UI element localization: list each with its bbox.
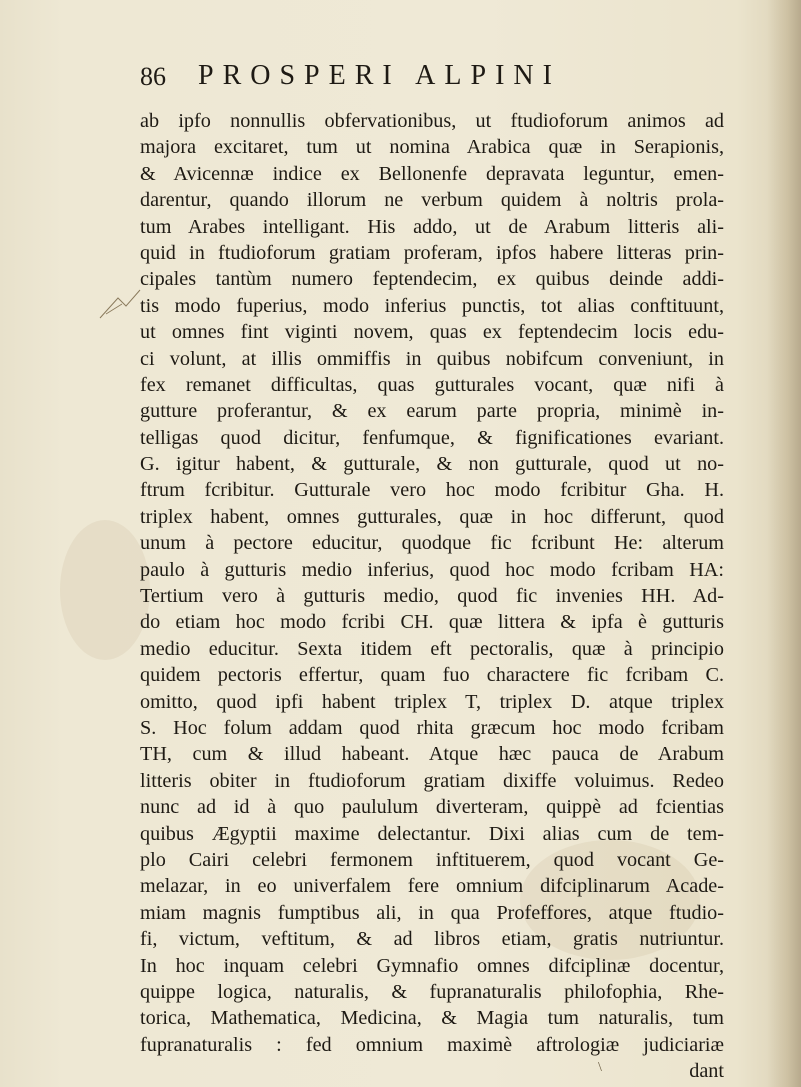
text-line: telligas quod dicitur, fenfumque, & fignificationes evariant.: [140, 426, 724, 449]
catchword: dant: [689, 1060, 724, 1083]
marginal-pen-mark: [96, 284, 144, 324]
text-line: & Avicennæ indice ex Bellonenfe depravata leguntur, emen-: [140, 162, 724, 185]
running-title: PROSPERI ALPINI: [198, 60, 561, 91]
text-line: unum à pectore educitur, quodque fic fcribunt He: alterum: [140, 532, 724, 555]
text-line: plo Cairi celebri fermonem inftituerem, quod vocant Ge-: [140, 848, 724, 871]
footer-mark: \: [598, 1060, 602, 1075]
page-header: [140, 60, 700, 100]
text-line: paulo à gutturis medio inferius, quod hoc modo fcribam HA:: [140, 558, 724, 581]
text-line: ab ipfo nonnullis obfervationibus, ut ftudioforum animos ad: [140, 110, 724, 132]
text-line: ut omnes fint viginti novem, quas ex feptendecim locis edu-: [140, 321, 724, 344]
text-line: quid in ftudioforum gratiam proferam, ipfos habere litteras prin-: [140, 241, 724, 264]
text-line: ftrum fcribitur. Gutturale vero hoc modo fcribitur Gha. H.: [140, 479, 724, 502]
text-line: tum Arabes intelligant. His addo, ut de Arabum litteris ali-: [140, 215, 724, 238]
text-line: fex remanet difficultas, quas gutturales vocant, quæ nifi à: [140, 373, 724, 396]
text-line: torica, Mathematica, Medicina, & Magia tum naturalis, tum: [140, 1007, 724, 1030]
text-line: litteris obiter in ftudioforum gratiam dixiffe voluimus. Redeo: [140, 769, 724, 792]
text-line: In hoc inquam celebri Gymnafio omnes difciplinæ docentur,: [140, 954, 724, 977]
text-line: fupranaturalis : fed omnium maximè aftrologiæ judiciariæ: [140, 1033, 724, 1056]
text-line: quibus Ægyptii maxime delectantur. Dixi alias cum de tem-: [140, 822, 724, 845]
text-line: nunc ad id à quo paululum diverteram, quippè ad fcientias: [140, 796, 724, 819]
text-line: gutture proferantur, & ex earum parte propria, minimè in-: [140, 400, 724, 423]
text-line: quidem pectoris effertur, quam fuo charactere fic fcribam C.: [140, 664, 724, 687]
paper-stain: [60, 520, 150, 660]
text-line: ci volunt, at illis ommiffis in quibus nobifcum conveniunt, in: [140, 347, 724, 370]
text-line: melazar, in eo univerfalem fere omnium difciplinarum Acade-: [140, 875, 724, 898]
text-line: do etiam hoc modo fcribi CH. quæ littera & ipfa è gutturis: [140, 611, 724, 634]
text-line: darentur, quando illorum ne verbum quidem à noltris prola-: [140, 189, 724, 212]
text-line: fi, victum, veftitum, & ad libros etiam, gratis nutriuntur.: [140, 928, 724, 951]
text-line: G. igitur habent, & gutturale, & non gutturale, quod ut no-: [140, 453, 724, 476]
text-line: majora excitaret, tum ut nomina Arabica quæ in Serapionis,: [140, 136, 724, 159]
page-edge-shadow: [767, 0, 801, 1087]
body-text: [140, 108, 724, 1084]
text-line: cipales tantùm numero feptendecim, ex quibus deinde addi-: [140, 268, 724, 291]
text-line: miam magnis fumptibus ali, in qua Profeffores, atque ftudio-: [140, 901, 724, 924]
text-line: omitto, quod ipfi habent triplex T, triplex D. atque triplex: [140, 690, 724, 713]
text-line: tis modo fuperius, modo inferius punctis, tot alias conftituunt,: [140, 294, 724, 317]
text-line: TH, cum & illud habeant. Atque hæc pauca de Arabum: [140, 743, 724, 766]
text-line: Tertium vero à gutturis medio, quod fic invenies HH. Ad-: [140, 585, 724, 608]
page-number: 86: [140, 62, 166, 91]
text-line: triplex habent, omnes gutturales, quæ in hoc differunt, quod: [140, 505, 724, 528]
text-line: S. Hoc folum addam quod rhita græcum hoc modo fcribam: [140, 716, 724, 739]
text-line: quippe logica, naturalis, & fupranaturalis philofophia, Rhe-: [140, 980, 724, 1003]
text-line: medio educitur. Sexta itidem eft pectoralis, quæ à principio: [140, 637, 724, 660]
